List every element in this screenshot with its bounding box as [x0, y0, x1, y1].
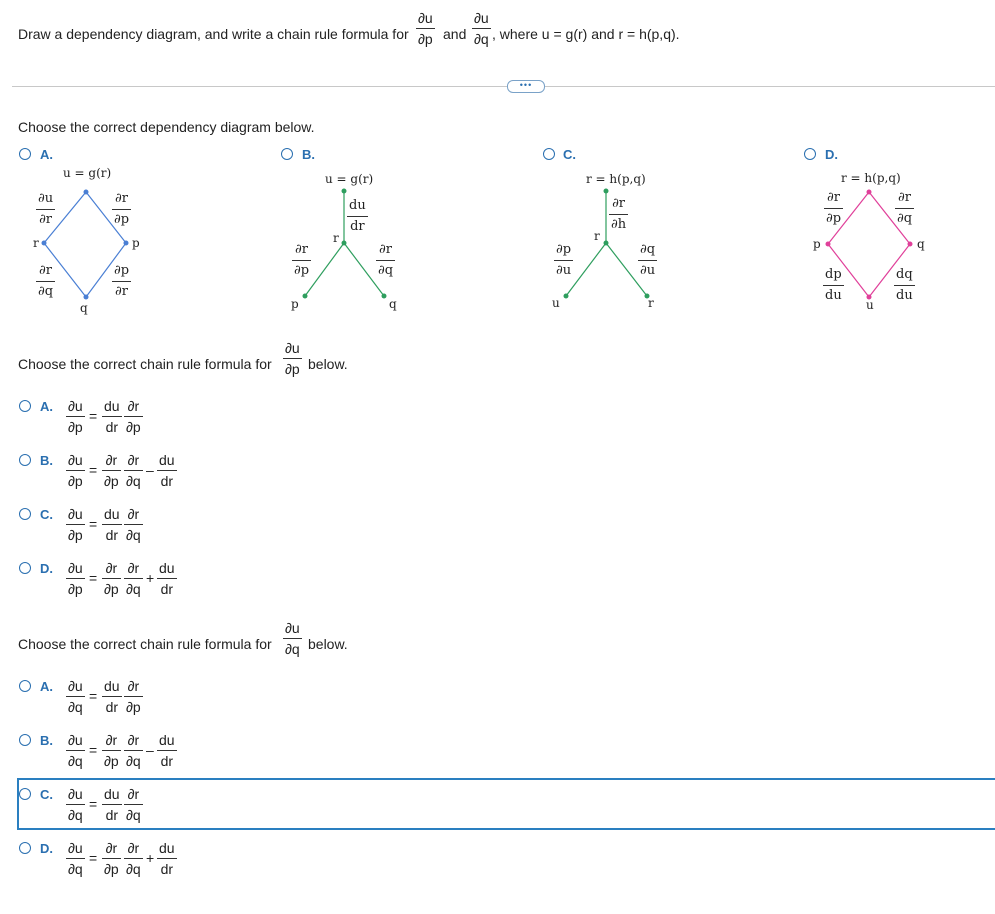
diagram-d-fraction-ll: dp du [825, 267, 842, 303]
diagram-a-right-label: p [132, 236, 140, 250]
diagram-c-fraction-left: ∂p ∂u [556, 242, 572, 278]
diagram-d-left-label: p [813, 237, 821, 251]
q-option-d-equals: = [89, 850, 98, 866]
q-option-c-lhs-fraction: ∂u ∂q [68, 786, 83, 823]
diagram-a-left-label: r [33, 236, 39, 250]
diagram-b-letter: B. [302, 147, 315, 162]
diagram-d-bottom-label: u [866, 298, 874, 312]
q-prompt-text: Choose the correct chain rule formula for [18, 636, 272, 652]
p-option-b-operator: – [146, 462, 154, 478]
q-option-d-operator: + [146, 850, 155, 866]
diagram-a-fraction-ll: ∂r ∂q [38, 263, 54, 299]
q-option-a-term2-fraction: ∂r ∂p [126, 678, 141, 715]
p-option-d-letter: D. [40, 561, 53, 576]
q-option-b-equals: = [89, 742, 98, 758]
p-option-c-equals: = [89, 516, 98, 532]
diagram-c-top-label: r = h(p,q) [586, 172, 646, 186]
q-option-d-term2-fraction: ∂r ∂q [126, 840, 141, 877]
diagram-a-top-label: u = g(r) [63, 166, 112, 180]
question-and: and [443, 26, 467, 42]
p-option-c-term2-fraction: ∂r ∂q [126, 506, 141, 543]
q-option-b-letter: B. [40, 733, 53, 748]
p-option-c-letter: C. [40, 507, 53, 522]
diagram-c-fraction-right: ∂q ∂u [640, 242, 656, 278]
q-option-b-term3-fraction: du dr [159, 732, 175, 769]
diagram-a-fraction-ul: ∂u ∂r [38, 191, 54, 227]
p-option-b-term1-fraction: ∂r ∂p [104, 452, 119, 489]
q-option-b-term2-fraction: ∂r ∂q [126, 732, 141, 769]
question-fraction-1: ∂u ∂p [418, 10, 433, 47]
q-option-a-letter: A. [40, 679, 53, 694]
p-option-b-lhs-fraction: ∂u ∂p [68, 452, 83, 489]
p-option-b-radio[interactable] [19, 454, 31, 466]
p-option-b-term2-fraction: ∂r ∂q [126, 452, 141, 489]
p-option-a-term2-fraction: ∂r ∂p [126, 398, 141, 435]
diagram-b-right-label: q [389, 297, 397, 311]
diagram-d-fraction-ul: ∂r ∂p [826, 190, 842, 226]
p-option-a-lhs-fraction: ∂u ∂p [68, 398, 83, 435]
diagram-b-fraction-mid: du dr [349, 198, 366, 234]
q-option-a-equals: = [89, 688, 98, 704]
diagram-c-fraction-mid: ∂r ∂h [611, 196, 627, 232]
diagram-a-letter: A. [40, 147, 53, 162]
q-option-c-letter: C. [40, 787, 53, 802]
question-suffix: , where u = g(r) and r = h(p,q). [492, 26, 680, 42]
diagram-b-left-label: p [291, 297, 299, 311]
q-option-d-letter: D. [40, 841, 53, 856]
p-option-c-radio[interactable] [19, 508, 31, 520]
q-option-d-lhs-fraction: ∂u ∂q [68, 840, 83, 877]
diagram-d-letter: D. [825, 147, 838, 162]
diagram-c-letter: C. [563, 147, 576, 162]
q-option-a-lhs-fraction: ∂u ∂q [68, 678, 83, 715]
p-prompt-fraction: ∂u ∂p [285, 340, 300, 377]
q-option-b-radio[interactable] [19, 734, 31, 746]
p-option-b-letter: B. [40, 453, 53, 468]
q-option-c-equals: = [89, 796, 98, 812]
q-option-a-term1-fraction: du dr [104, 678, 120, 715]
diagram-prompt: Choose the correct dependency diagram below. [18, 119, 315, 135]
more-button[interactable]: ••• [507, 80, 545, 93]
diagram-a-fraction-lr: ∂p ∂r [114, 263, 130, 299]
q-option-b-operator: – [146, 742, 154, 758]
selected-option-highlight [17, 778, 995, 830]
p-option-a-letter: A. [40, 399, 53, 414]
p-option-a-equals: = [89, 408, 98, 424]
p-option-c-term1-fraction: du dr [104, 506, 120, 543]
q-option-c-radio[interactable] [19, 788, 31, 800]
diagram-b-top-label: u = g(r) [325, 172, 374, 186]
q-option-d-term1-fraction: ∂r ∂p [104, 840, 119, 877]
p-option-b-term3-fraction: du dr [159, 452, 175, 489]
p-option-d-lhs-fraction: ∂u ∂p [68, 560, 83, 597]
diagram-a-bottom-label: q [80, 301, 88, 315]
p-option-a-radio[interactable] [19, 400, 31, 412]
p-option-d-term3-fraction: du dr [159, 560, 175, 597]
diagram-c-right-label: r [648, 296, 654, 310]
diagram-a-graph [0, 0, 200, 320]
p-option-d-term2-fraction: ∂r ∂q [126, 560, 141, 597]
question-fraction-2: ∂u ∂q [474, 10, 489, 47]
diagram-d-fraction-lr: dq du [896, 267, 913, 303]
diagram-d-fraction-ur: ∂r ∂q [897, 190, 913, 226]
question-prefix: Draw a dependency diagram, and write a chain rule formula for [18, 26, 409, 42]
q-option-c-term2-fraction: ∂r ∂q [126, 786, 141, 823]
q-option-d-term3-fraction: du dr [159, 840, 175, 877]
q-option-a-radio[interactable] [19, 680, 31, 692]
p-option-a-term1-fraction: du dr [104, 398, 120, 435]
q-option-b-lhs-fraction: ∂u ∂q [68, 732, 83, 769]
p-option-d-term1-fraction: ∂r ∂p [104, 560, 119, 597]
diagram-c-mid-label: r [594, 229, 600, 243]
q-prompt-below: below. [308, 636, 348, 652]
diagram-d-right-label: q [917, 237, 925, 251]
q-option-c-term1-fraction: du dr [104, 786, 120, 823]
p-option-c-lhs-fraction: ∂u ∂p [68, 506, 83, 543]
diagram-b-fraction-right: ∂r ∂q [378, 242, 394, 278]
q-prompt-fraction: ∂u ∂q [285, 620, 300, 657]
p-option-b-equals: = [89, 462, 98, 478]
diagram-d-top-label: r = h(p,q) [841, 171, 901, 185]
p-prompt-text: Choose the correct chain rule formula for [18, 356, 272, 372]
p-prompt-below: below. [308, 356, 348, 372]
diagram-a-fraction-ur: ∂r ∂p [114, 191, 130, 227]
diagram-b-fraction-left: ∂r ∂p [294, 242, 310, 278]
diagram-b-mid-label: r [333, 231, 339, 245]
diagram-c-left-label: u [552, 296, 560, 310]
q-option-b-term1-fraction: ∂r ∂p [104, 732, 119, 769]
p-option-d-equals: = [89, 570, 98, 586]
q-option-d-radio[interactable] [19, 842, 31, 854]
p-option-d-operator: + [146, 570, 155, 586]
p-option-d-radio[interactable] [19, 562, 31, 574]
